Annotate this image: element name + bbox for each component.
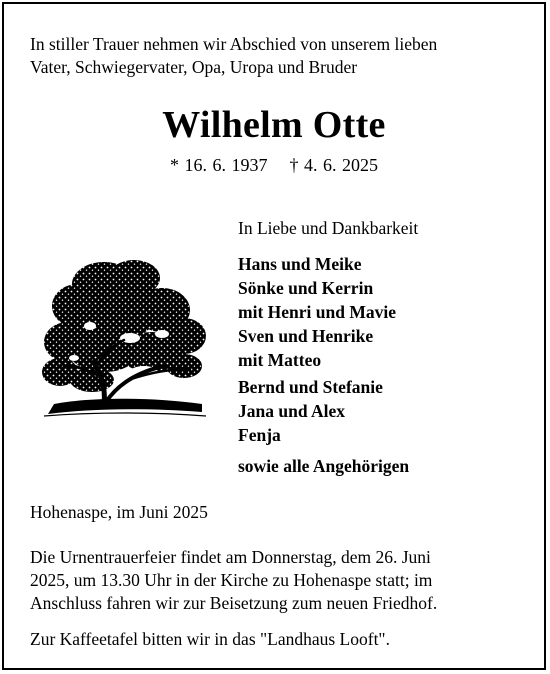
mourners-closing (238, 454, 409, 478)
birth-date: * 16. 6. 1937 (170, 155, 268, 175)
coffee-invitation: Zur Kaffeetafel bitten wir in das "Landhaus Looft". (30, 629, 390, 649)
intro-line-2: Vater, Schwiegervater, Opa, Uropa und Bruder (30, 57, 358, 77)
mourner-name: Sönke und Kerrin (238, 278, 374, 298)
obituary-notice (2, 2, 546, 670)
ceremony-text (30, 546, 528, 615)
mourner-name: mit Henri und Mavie (238, 302, 396, 322)
death-date: † 4. 6. 2025 (289, 155, 378, 175)
ceremony-line-1: Die Urnentrauerfeier findet am Donnerstag, dem 26. Juni (30, 547, 431, 567)
mourner-closing-line: sowie alle Angehörigen (238, 456, 410, 476)
mourner-name: Bernd und Stefanie (238, 377, 383, 397)
intro-text (30, 33, 528, 79)
place-date: Hohenaspe, im Juni 2025 (30, 502, 208, 522)
mourner-name: Hans und Meike (238, 254, 362, 274)
deceased-name: Wilhelm Otte (162, 104, 386, 146)
ceremony-line-2: 2025, um 13.30 Uhr in der Kirche zu Hohenaspe statt; im (30, 570, 433, 590)
mourner-name: Fenja (238, 425, 281, 445)
mourners-group-1 (238, 252, 396, 372)
tree-icon (34, 254, 212, 426)
intro-line-1: In stiller Trauer nehmen wir Abschied von unserem lieben (30, 34, 438, 54)
mourner-name: Sven und Henrike (238, 326, 374, 346)
mourners-group-2 (238, 375, 383, 447)
life-dates (4, 154, 544, 176)
mourner-name: Jana und Alex (238, 401, 345, 421)
ceremony-line-3: Anschluss fahren wir zur Beisetzung zum neuen Friedhof. (30, 593, 438, 613)
mourners-heading: In Liebe und Dankbarkeit (238, 218, 419, 238)
mourner-name: mit Matteo (238, 350, 322, 370)
